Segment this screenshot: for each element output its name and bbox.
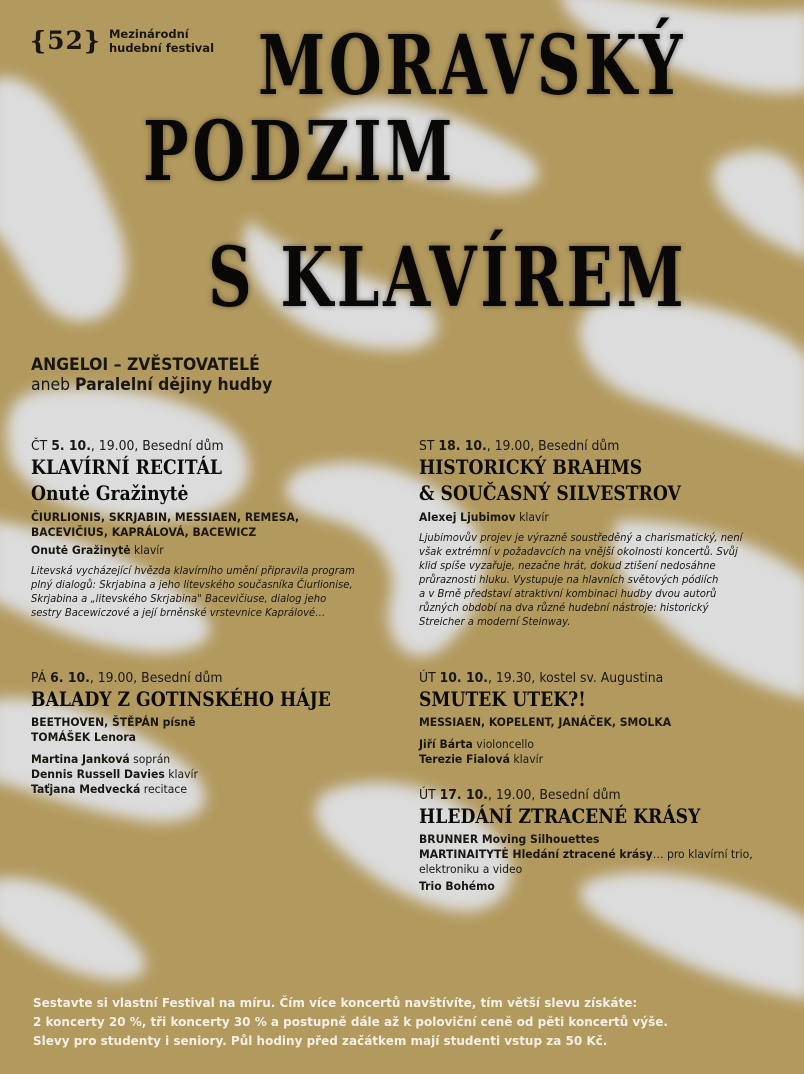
event-performer-1 (419, 737, 757, 752)
program-rest: … pro klavírní trio, (652, 847, 753, 861)
event-subtitle: & SOUČASNÝ SILVESTROV (419, 481, 681, 505)
desc-line: Streicher a moderní Steinway. (419, 615, 571, 628)
performer-role: klavír (515, 510, 549, 524)
subtitle (31, 355, 293, 395)
performer-name: Taťjana Medvecká (31, 782, 141, 796)
event-performer-3 (31, 782, 369, 797)
spacer (31, 745, 391, 752)
event-title: KLAVÍRNÍ RECITÁL (31, 455, 223, 479)
event-title: HLEDÁNÍ ZTRACENÉ KRÁSY (419, 804, 701, 828)
event-performer-1 (31, 752, 369, 767)
event-date-value: 18. 10. (438, 438, 487, 454)
performer-name: Dennis Russell Davies (31, 767, 165, 781)
event-date (31, 670, 362, 686)
discount-line-3: Slevy pro studenty i seniory. Půl hodiny před začátkem mají studenti vstup za 50 Kč. (33, 1033, 608, 1048)
event-subtitle: Onutė Gražinytė (31, 481, 189, 505)
desc-line: Ljubimovův projev je výrazně soustředěný a charismatický, není (419, 531, 743, 544)
festival-label-line2: hudební festival (108, 40, 215, 55)
event-historicky-brahms (419, 438, 779, 629)
performer-role: soprán (129, 752, 171, 766)
subtitle-line-2 (31, 375, 272, 395)
composers-line1: ČIURLIONIS, SKRJABIN, MESSIAEN, REMESA, (31, 510, 300, 524)
event-composers-2 (31, 525, 369, 540)
title-line-2: PODZIM (143, 104, 457, 200)
performer-name: Alexej Ljubimov (419, 510, 516, 524)
event-time-place: , 19.00, Besední dům (90, 438, 224, 454)
event-description (419, 531, 754, 629)
blob-right-mid (713, 150, 804, 260)
program-line: TOMÁŠEK Lenora (31, 730, 136, 744)
blob-left-bottom (0, 878, 145, 980)
subtitle-prefix: aneb (31, 375, 71, 395)
subtitle-bold: Paralelní dějiny hudby (75, 375, 273, 395)
event-time-place: , 19.00, Besední dům (487, 787, 621, 803)
discount-line-2: 2 koncerty 20 %, tři koncerty 30 % a postupně dále až k poloviční ceně od pěti koncertů výše. (33, 1014, 668, 1029)
event-performer (31, 543, 369, 558)
event-performer-2 (31, 767, 369, 782)
performer-role: klavír (164, 767, 198, 781)
performer-role: violoncello (472, 737, 535, 751)
event-balady (31, 670, 391, 797)
program-line: BEETHOVEN, ŠTĚPÁN písně (31, 715, 196, 729)
program-line: MARTINAITYTĖ Hledání ztracené krásy (419, 847, 653, 861)
event-description (31, 564, 366, 620)
subtitle-line-1: ANGELOI – ZVĚSTOVATELÉ (31, 355, 260, 375)
festival-label (109, 27, 214, 55)
desc-line: klid spíše vyzařuje, nezačne hrát, dokud ztišení nedosáhne (419, 559, 716, 572)
desc-line: plný dialogů: Skrjabina a jeho litevského současníka Čiurlionise, (31, 578, 353, 591)
title-line-3: S KLAVÍREM (208, 230, 688, 326)
event-hledani-krasy (419, 787, 779, 894)
composers-line: MESSIAEN, KOPELENT, JANÁČEK, SMOLKA (419, 715, 672, 729)
performer-role: recitace (140, 782, 188, 796)
festival-logo (30, 26, 214, 55)
composers-line2: BACEVIČIUS, KAPRÁLOVÁ, BACEWICZ (31, 525, 257, 539)
title-line-1: MORAVSKÝ (258, 18, 687, 114)
event-smutek-utek (419, 670, 779, 767)
event-program-2 (419, 847, 757, 862)
performer-name: Jiří Bárta (419, 737, 473, 751)
event-day: PÁ (31, 670, 47, 686)
event-performer-2 (419, 752, 757, 767)
event-composers (419, 715, 757, 730)
event-day: ČT (31, 438, 48, 454)
event-day: ÚT (419, 670, 436, 686)
event-performer (419, 879, 757, 894)
event-title: BALADY Z GOTINSKÉHO HÁJE (31, 687, 331, 711)
desc-line: Litevská vycházející hvězda klavírního umění připravila program (31, 564, 355, 577)
performer-name: Trio Bohémo (419, 879, 495, 893)
event-time-place: , 19.30, kostel sv. Augustina (487, 670, 664, 686)
event-day: ÚT (419, 787, 436, 803)
event-date (419, 670, 750, 686)
event-time-place: , 19.00, Besední dům (89, 670, 223, 686)
event-day: ST (419, 438, 435, 454)
discount-line-1: Sestavte si vlastní Festival na míru. Čím více koncertů navštívíte, tím větší slevu získáte: (33, 995, 638, 1010)
desc-line: Skrjabina a „litevského Skrjabina" Bacevičiuse, dialog jeho (31, 592, 327, 605)
program-line: BRUNNER Moving Silhouettes (419, 832, 600, 846)
event-time-place: , 19.00, Besední dům (486, 438, 620, 454)
desc-line: různých období na dva různé hudební nástroje: historický (419, 601, 709, 614)
event-program-2 (31, 730, 369, 745)
blob-top-left (0, 77, 126, 321)
event-performer (419, 510, 757, 525)
event-date-value: 17. 10. (439, 787, 488, 803)
desc-line: však extrémní v požadavcích na vnější okolnosti koncertů. Svůj (419, 545, 738, 558)
performer-name: Onutė Gražinytė (31, 543, 131, 557)
event-program-1 (419, 832, 757, 847)
event-title: HISTORICKÝ BRAHMS (419, 455, 643, 479)
event-date-value: 10. 10. (439, 670, 488, 686)
event-date (31, 438, 362, 454)
desc-line: a v Brně představí atraktivní kombinaci hudby dvou autorů (419, 587, 717, 600)
event-title: SMUTEK UTEK?! (419, 687, 586, 711)
event-program-3: elektroniku a video (419, 862, 523, 876)
desc-line: průraznosti hluku. Vystupuje na hlavních světových pódiích (419, 573, 719, 586)
festival-label-line1: Mezinárodní (108, 26, 189, 41)
desc-line: sestry Bacewiczové a její brněnské vrstevnice Kaprálové… (31, 606, 326, 619)
event-date-value: 5. 10. (51, 438, 91, 454)
event-date (419, 438, 750, 454)
event-klavirni-recital (31, 438, 391, 620)
event-date-value: 6. 10. (50, 670, 90, 686)
performer-name: Terezie Fialová (419, 752, 510, 766)
event-composers (31, 510, 369, 525)
event-program-1 (31, 715, 369, 730)
performer-role: klavír (509, 752, 544, 766)
edition-number: {52} (30, 26, 101, 55)
event-date (419, 787, 750, 803)
spacer (419, 730, 779, 737)
performer-name: Martina Janková (31, 752, 130, 766)
performer-role: klavír (130, 543, 164, 557)
discount-info (33, 993, 694, 1050)
